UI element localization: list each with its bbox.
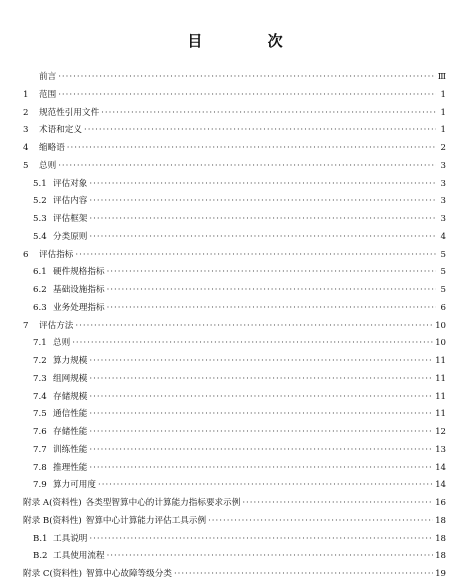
toc-entry-page-number: 14 [435,480,446,491]
toc-entry-page-number: 3 [440,178,446,189]
toc-entry-label: 评估框架 [53,214,88,224]
dot-leader [89,463,433,473]
toc-entry-number: 5.3 [33,214,47,224]
toc-entry-page-number: 11 [435,356,446,366]
toc-entry-label: 评估方法 [39,320,74,331]
toc-entry[interactable] [23,390,446,408]
toc-entry-label: 算力可用度 [53,480,96,491]
dot-leader [101,108,436,118]
dot-leader [174,569,433,579]
toc-entry-number: 7.3 [33,373,47,384]
dot-leader [98,480,433,490]
dot-leader [89,356,433,366]
dot-leader [58,72,436,82]
toc-entry-label: 业务处理指标 [53,302,105,313]
toc-entry-label: 各类型智算中心的计算能力指标要求示例 [85,498,241,508]
toc-entry-page-number: 11 [435,409,446,420]
toc-entry-label: 总则 [39,160,57,171]
toc-entry-label: 通信性能 [53,409,88,420]
toc-entry-label: 硬件规格指标 [53,267,105,278]
dot-leader [242,498,433,508]
toc-entry-number: 6 [23,249,29,260]
toc-entry-label: 范围 [39,89,57,100]
toc-entry-number: B.2 [33,551,48,562]
toc-entry-number: 6.1 [33,267,47,278]
toc-entry-label: 推理性能 [53,462,88,473]
toc-entry[interactable] [23,283,446,301]
toc-entry-label: 评估对象 [53,178,88,189]
toc-entry[interactable] [23,177,446,195]
toc-entry-page-number: 12 [435,427,446,437]
toc-entry-number: 7.4 [33,391,47,402]
toc-entry[interactable] [23,567,446,585]
table-of-contents [23,70,446,585]
toc-entry-label: 工具使用流程 [53,551,105,562]
toc-entry-label: 缩略语 [39,143,65,153]
dot-leader [75,250,436,260]
toc-entry-number: 6.2 [33,285,47,295]
toc-entry-number: 1 [23,89,29,100]
toc-entry[interactable] [23,301,446,319]
toc-entry[interactable] [23,478,446,496]
toc-entry-label: 规范性引用文件 [39,107,100,118]
toc-entry-page-number: 13 [435,444,446,455]
toc-entry-number: 7.7 [33,444,47,455]
dot-leader [58,90,436,100]
toc-entry-page-number: 3 [440,214,446,224]
toc-entry-number: 附录 C(资料性) [23,569,82,579]
toc-entry[interactable] [23,230,446,248]
toc-entry-number: 7.6 [33,427,47,437]
dot-leader [89,196,436,206]
toc-entry-label: 评估内容 [53,196,88,207]
dot-leader [84,125,436,135]
toc-entry[interactable] [23,425,446,443]
toc-entry-page-number: 5 [440,249,446,260]
toc-entry-number: 7.9 [33,480,47,491]
toc-entry-number: 7.8 [33,462,47,473]
toc-entry-label: 智算中心故障等级分类 [85,569,172,579]
toc-entry[interactable] [23,194,446,212]
toc-entry[interactable] [23,70,446,88]
toc-entry-page-number: Ⅲ [437,72,446,82]
toc-entry-page-number: 10 [435,338,446,349]
toc-entry-page-number: 5 [440,267,446,278]
toc-entry-number: 5.4 [33,231,47,242]
toc-entry-page-number: 18 [435,515,446,526]
toc-entry-label: 存储性能 [53,427,88,437]
dot-leader [89,445,433,455]
dot-leader [67,143,436,153]
toc-entry-label: 算力规模 [53,356,88,366]
toc-entry[interactable] [23,265,446,283]
toc-entry-number: 7.5 [33,409,47,420]
toc-entry-page-number: 11 [435,391,446,402]
toc-entry-label: 工具说明 [53,533,88,544]
toc-entry-number: 2 [23,107,29,118]
toc-entry-label: 术语和定义 [39,125,82,136]
toc-entry-page-number: 1 [440,125,446,136]
toc-entry-number: 7.2 [33,356,47,366]
toc-entry[interactable] [23,319,446,337]
toc-entry[interactable] [23,159,446,177]
dot-leader [89,392,433,402]
dot-leader [89,534,433,544]
toc-entry-page-number: 1 [440,107,446,118]
toc-entry-label: 前言 [39,72,57,82]
toc-entry[interactable] [23,88,446,106]
dot-leader [89,427,433,437]
toc-entry-number: 4 [23,143,29,153]
toc-entry-page-number: 10 [435,320,446,331]
toc-entry[interactable] [23,549,446,567]
toc-entry-page-number: 2 [440,143,446,153]
toc-entry-page-number: 6 [440,302,446,313]
toc-entry[interactable] [23,372,446,390]
toc-entry[interactable] [23,496,446,514]
toc-entry-label: 训练性能 [53,444,88,455]
toc-entry[interactable] [23,106,446,124]
toc-entry-label: 总则 [53,338,71,349]
toc-entry-label: 存储规模 [53,391,88,402]
toc-entry-page-number: 4 [440,231,446,242]
toc-entry-page-number: 18 [435,551,446,562]
toc-entry[interactable] [23,336,446,354]
toc-entry-number: 5.2 [33,196,47,207]
toc-entry-number: 7.1 [33,338,47,349]
toc-entry-number: B.1 [33,533,48,544]
toc-entry[interactable] [23,532,446,550]
toc-entry-number: 7 [23,320,29,331]
dot-leader [107,285,436,295]
page-title: 目 次 [187,32,313,50]
dot-leader [89,214,436,224]
toc-entry-label: 组网规模 [53,373,88,384]
dot-leader [75,321,433,331]
toc-entry[interactable] [23,354,446,372]
toc-entry-label: 基础设施指标 [53,285,105,295]
toc-entry[interactable] [23,407,446,425]
dot-leader [107,267,436,277]
dot-leader [107,303,436,313]
toc-entry-label: 分类原则 [53,231,88,242]
toc-entry-number: 附录 A(资料性) [23,498,82,508]
toc-entry-number: 3 [23,125,29,136]
toc-entry-number: 附录 B(资料性) [23,515,82,526]
dot-leader [89,409,433,419]
dot-leader [72,338,433,348]
toc-entry[interactable] [23,248,446,266]
toc-entry-page-number: 11 [435,373,446,384]
dot-leader [107,551,433,561]
toc-entry-number: 5 [23,160,29,171]
toc-entry-page-number: 16 [435,498,446,508]
toc-entry[interactable] [23,461,446,479]
toc-entry-number: 6.3 [33,302,47,313]
toc-entry-label: 智算中心计算能力评估工具示例 [85,515,207,526]
toc-entry-page-number: 18 [435,533,446,544]
toc-entry[interactable] [23,123,446,141]
toc-entry-page-number: 1 [440,89,446,100]
dot-leader [89,374,433,384]
toc-entry[interactable] [23,212,446,230]
toc-entry[interactable] [23,141,446,159]
dot-leader [58,161,436,171]
toc-entry-page-number: 5 [440,285,446,295]
toc-entry-page-number: 19 [435,569,446,579]
toc-entry-page-number: 14 [435,462,446,473]
toc-entry-number: 5.1 [33,178,47,189]
toc-entry-page-number: 3 [440,196,446,207]
dot-leader [89,232,436,242]
dot-leader [208,516,433,526]
toc-entry[interactable] [23,443,446,461]
toc-entry-page-number: 3 [440,160,446,171]
toc-entry[interactable] [23,514,446,532]
toc-entry-label: 评估指标 [39,249,74,260]
dot-leader [89,179,436,189]
